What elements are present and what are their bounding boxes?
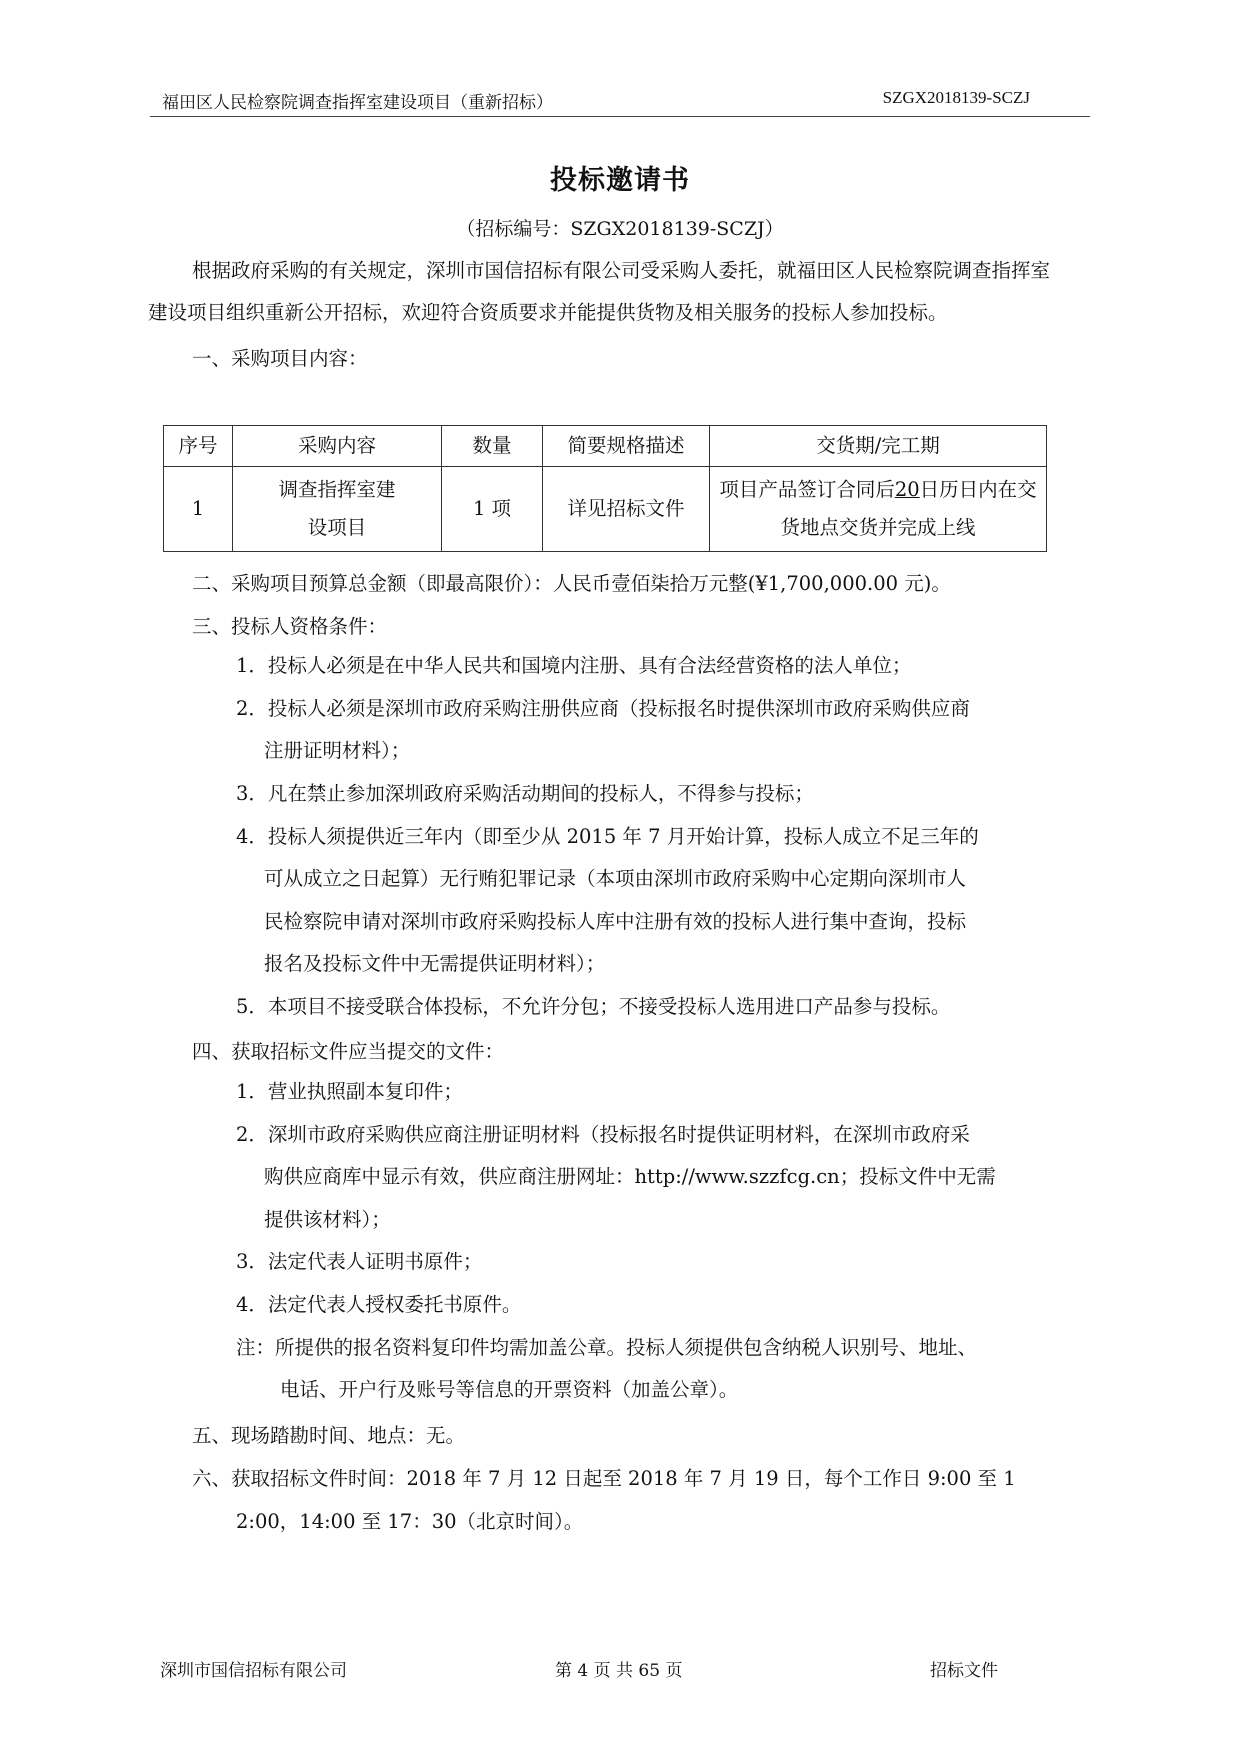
header-cell-spec: 简要规格描述: [543, 426, 710, 467]
header-cell-delivery: 交货期/完工期: [710, 426, 1047, 467]
note-line-1: 注：所提供的报名资料复印件均需加盖公章。投标人须提供包含纳税人识别号、地址、: [236, 1336, 978, 1359]
cell-content-line-2: 设项目: [307, 516, 367, 539]
cell-spec: 详见招标文件: [543, 467, 710, 552]
footer-page-number: 第 4 页 共 65 页: [555, 1661, 683, 1681]
section-3-heading: 三、投标人资格条件：: [192, 615, 388, 638]
cell-delivery-line-1: [714, 471, 1042, 509]
note-line-2: 电话、开户行及账号等信息的开票资料（加盖公章）。: [280, 1378, 739, 1401]
procurement-table: [163, 425, 1047, 552]
document-4: 4．法定代表人授权委托书原件。: [236, 1293, 522, 1316]
table-row: [164, 467, 1047, 552]
header-cell-no: 序号: [164, 426, 233, 467]
delivery-days: 20: [894, 478, 920, 501]
intro-paragraph: 根据政府采购的有关规定，深圳市国信招标有限公司受采购人委托，就福田区人民检察院调查指挥室建设项目组织重新公开招标，欢迎符合资质要求并能提供货物及相关服务的投标人参加投标。: [148, 259, 1051, 324]
qualification-4-line-4: 报名及投标文件中无需提供证明材料）；: [264, 952, 606, 975]
qualification-4-line-1: 4．投标人须提供近三年内（即至少从 2015 年 7 月开始计算，投标人成立不足三年的: [236, 825, 979, 848]
section-4-heading: 四、获取招标文件应当提交的文件：: [192, 1040, 505, 1063]
qualification-2-line-1: 2．投标人必须是深圳市政府采购注册供应商（投标报名时提供深圳市政府采购供应商: [236, 697, 970, 720]
cell-qty: 1 项: [442, 467, 543, 552]
section-1-heading: 一、采购项目内容：: [192, 347, 368, 370]
section-6-line-2: 2:00，14:00 至 17：30（北京时间）。: [236, 1510, 584, 1533]
cell-delivery: [710, 467, 1047, 552]
document-2-line-1: 2．深圳市政府采购供应商注册证明材料（投标报名时提供证明材料，在深圳市政府采: [236, 1123, 970, 1146]
cell-content: [233, 467, 442, 552]
qualification-1: 1．投标人必须是在中华人民共和国境内注册、具有合法经营资格的法人单位；: [236, 654, 912, 677]
delivery-text-b: 日历日内在交: [919, 478, 1037, 501]
footer-doc-type: 招标文件: [930, 1661, 998, 1681]
qualification-4-line-3: 民检察院申请对深圳市政府采购投标人库中注册有效的投标人进行集中查询，投标: [264, 910, 967, 933]
cell-no: 1: [164, 467, 233, 552]
document-2-line-2: 购供应商库中显示有效，供应商注册网址：http://www.szzfcg.cn；投标文件中无需: [264, 1165, 996, 1188]
cell-delivery-line-2: 货地点交货并完成上线: [780, 516, 976, 539]
qualification-4-line-2: 可从成立之日起算）无行贿犯罪记录（本项由深圳市政府采购中心定期向深圳市人: [264, 867, 967, 890]
document-title: 投标邀请书: [550, 165, 690, 196]
header-cell-content: 采购内容: [233, 426, 442, 467]
document-2-line-3: 提供该材料）；: [264, 1208, 391, 1231]
document-3: 3．法定代表人证明书原件；: [236, 1250, 483, 1273]
section-5-site-visit: 五、现场踏勘时间、地点：无。: [192, 1424, 466, 1447]
page-header: [150, 86, 1090, 117]
qualification-2-line-2: 注册证明材料）；: [264, 739, 411, 762]
header-tender-code: SZGX2018139-SCZJ: [882, 88, 1030, 107]
header-project-name: 福田区人民检察院调查指挥室建设项目（重新招标）: [162, 93, 553, 113]
footer-company: 深圳市国信招标有限公司: [160, 1661, 347, 1681]
section-6-line-1: 六、获取招标文件时间：2018 年 7 月 12 日起至 2018 年 7 月 19 日，每个工作日 9:00 至 1: [192, 1467, 1016, 1490]
header-cell-qty: 数量: [442, 426, 543, 467]
delivery-text-a: 项目产品签订合同后: [719, 478, 895, 501]
qualification-5: 5．本项目不接受联合体投标，不允许分包；不接受投标人选用进口产品参与投标。: [236, 995, 951, 1018]
tender-number: （招标编号：SZGX2018139-SCZJ）: [456, 218, 784, 240]
section-2-budget: 二、采购项目预算总金额（即最高限价）：人民币壹佰柒拾万元整(¥1,700,000.00 元)。: [192, 572, 951, 595]
cell-content-line-1: 调查指挥室建: [278, 478, 396, 501]
qualification-3: 3．凡在禁止参加深圳政府采购活动期间的投标人，不得参与投标；: [236, 782, 814, 805]
table-header-row: [164, 426, 1047, 467]
document-1: 1．营业执照副本复印件；: [236, 1080, 463, 1103]
